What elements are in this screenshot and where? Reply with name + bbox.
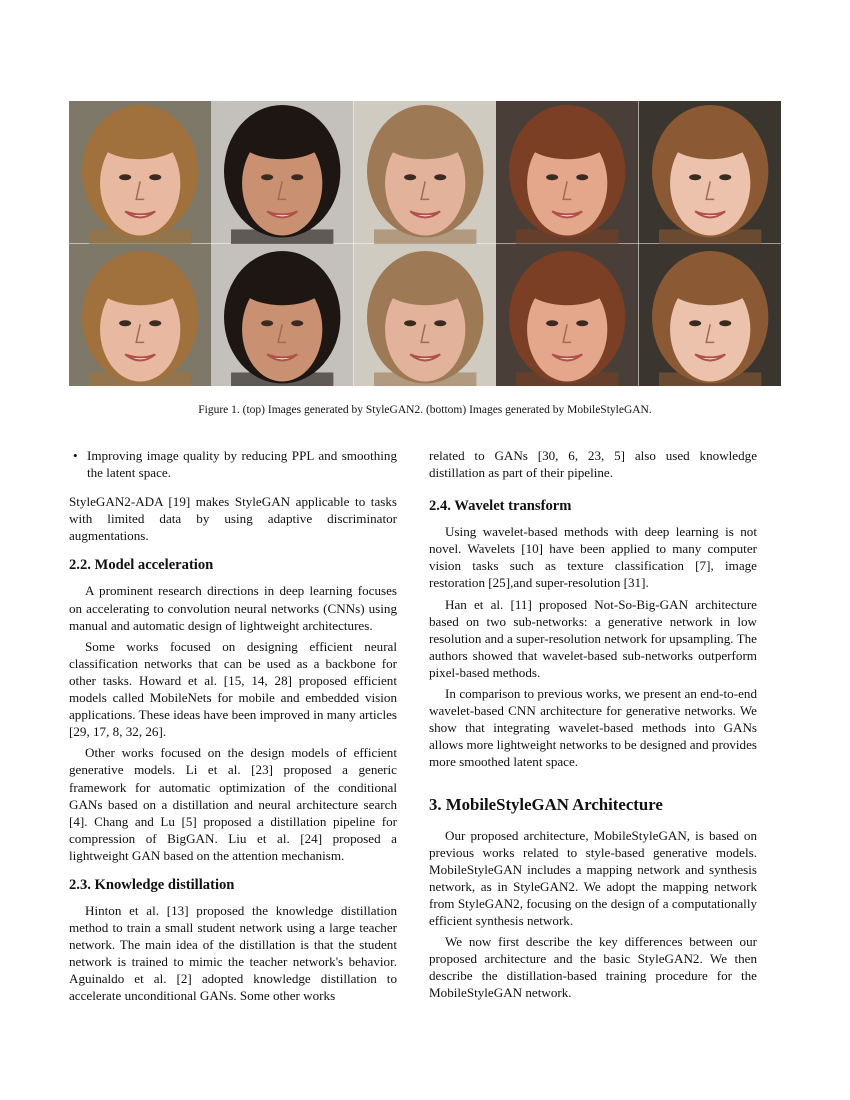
paragraph-arch-1: Our proposed architecture, MobileStyleGAN, is based on previous works related to style-based generative models. MobileStyleGAN includes a mapping network and synthesis network, as in StyleGAN2. We adopt the mapping network from StyleGAN2, focusing on the design of a computationally efficient synthesis network. bbox=[429, 827, 757, 928]
mobilestylegan-face-4-image bbox=[496, 244, 638, 387]
heading-architecture: 3. MobileStyleGAN Architecture bbox=[429, 794, 663, 814]
paragraph-accel-3: Other works focused on the design models of efficient generative models. Li et al. [23] proposed a generic framework for automatic optimization of the conditional GANs based on a distillation and neural architecture search [4]. Chang and Lu [5] proposed a distillation pipeline for compression of BigGAN. Liu et al. [24] proposed a lightweight GAN based on the attention mechanism. bbox=[69, 745, 397, 863]
heading-model-acceleration: 2.2. Model acceleration bbox=[69, 557, 214, 574]
paragraph-wavelet-2: Han et al. [11] proposed Not-So-Big-GAN architecture based on two sub-networks: a generative network in low resolution and a super-resolution network for upsampling. The authors showed that wavelet-based sub-networks outperform pixel-based methods. bbox=[429, 596, 757, 680]
heading-knowledge-distillation: 2.3. Knowledge distillation bbox=[69, 876, 235, 893]
stylegan2-face-5-image bbox=[639, 101, 781, 244]
bullet-item bbox=[69, 447, 397, 481]
left-column bbox=[69, 447, 397, 1005]
mobilestylegan-face-1-image bbox=[69, 244, 211, 387]
bullet-icon: • bbox=[73, 448, 78, 463]
face-grid bbox=[69, 101, 781, 386]
paragraph-kd: Hinton et al. [13] proposed the knowledge distillation method to train a small student network using a large teacher network. The main idea of the distillation is that the student network is trained to mimic the teacher network's behavior. Aguinaldo et al. [2] adopted knowledge distillation to accelerate unconditional GANs. Some other works bbox=[69, 902, 397, 1004]
stylegan2-face-1-image bbox=[69, 101, 211, 244]
paragraph-accel-1: A prominent research directions in deep learning focuses on accelerating to convolution neural networks (CNNs) using manual and automatic design of lightweight architectures. bbox=[69, 583, 397, 633]
paragraph-ada: StyleGAN2-ADA [19] makes StyleGAN applicable to tasks with limited data by using adaptive discriminator augmentations. bbox=[69, 494, 397, 544]
figure-caption: Figure 1. (top) Images generated by StyleGAN2. (bottom) Images generated by MobileStyleGAN. bbox=[198, 404, 652, 416]
paragraph-accel-2: Some works focused on designing efficient neural classification networks that can be used as a backbone for other tasks. Howard et al. [15, 14, 28] proposed efficient models called MobileNets for mobile and embedded vision applications. These ideas have been improved in many articles [29, 17, 8, 32, 26]. bbox=[69, 638, 397, 740]
stylegan2-face-4-image bbox=[496, 101, 638, 244]
stylegan2-face-3-image bbox=[354, 101, 496, 244]
paragraph-continued: related to GANs [30, 6, 23, 5] also used knowledge distillation as part of their pipeline. bbox=[429, 448, 757, 481]
bullet-text: Improving image quality by reducing PPL and smoothing the latent space. bbox=[87, 448, 397, 481]
mobilestylegan-face-3-image bbox=[354, 244, 496, 387]
mobilestylegan-face-5-image bbox=[639, 244, 781, 387]
heading-wavelet-transform: 2.4. Wavelet transform bbox=[429, 498, 572, 515]
right-column bbox=[429, 447, 757, 1001]
stylegan2-face-2-image bbox=[211, 101, 353, 244]
paragraph-wavelet-3: In comparison to previous works, we present an end-to-end wavelet-based CNN architecture for generative networks. We show that integrating wavelet-based methods into GANs allows more lightweight networks to be designed and provides more smoothed latent space. bbox=[429, 686, 758, 770]
figure-1 bbox=[69, 101, 781, 386]
paragraph-arch-2: We now first describe the key differences between our proposed architecture and the basic StyleGAN2. We then describe the distillation-based training procedure for the MobileStyleGAN network. bbox=[429, 934, 757, 1001]
paragraph-wavelet-1: Using wavelet-based methods with deep learning is not novel. Wavelets [10] have been applied to many computer vision tasks such as texture classification [7], image restoration [25],and super-resolution [31]. bbox=[429, 524, 757, 591]
mobilestylegan-face-2-image bbox=[211, 244, 353, 387]
